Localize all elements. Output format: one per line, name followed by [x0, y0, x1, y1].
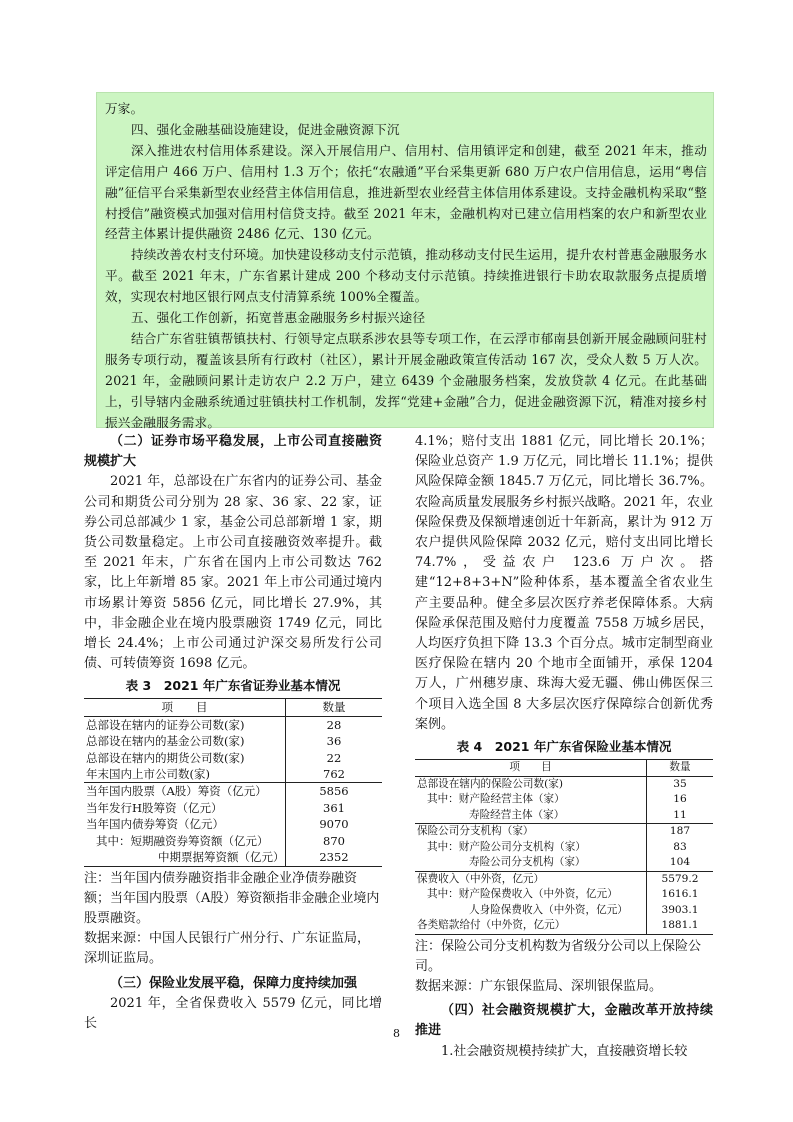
- section-4-heading: 四、强化金融基础设施建设，促进金融资源下沉: [131, 121, 400, 137]
- table-row: [415, 887, 713, 903]
- table4-note: 注：保险公司分支机构数为省级分公司以上保险公司。: [415, 938, 702, 974]
- page-number: 8: [393, 1027, 400, 1040]
- section-5-heading: 五、强化工作创新，拓宽普惠金融服务乡村振兴途径: [131, 310, 426, 326]
- table-row: [84, 716, 382, 733]
- table3-source: 数据来源：中国人民银行广州分行、广东证监局，深圳证监局。: [84, 931, 371, 967]
- row-label: 当年国内债券筹资（亿元）: [84, 816, 286, 832]
- insurance-para-start: 2021 年，全省保费收入 5579 亿元，同比增长: [84, 995, 382, 1031]
- table-row: [415, 840, 713, 856]
- right-column: [415, 432, 713, 1062]
- highlight-para-innovation: 结合广东省驻镇帮镇扶村、行领导定点联系涉农县等专项工作，在云浮市郁南县创新开展金融顾问驻村服务专项行动，覆盖该县所有行政村（社区），累计开展金融政策宣传活动 167 次，受众人数 5 万人次。2021 年，金融顾问累计走访农户 2.2 万户，建立 6439 个金融服务档案，发放贷款 4 亿元。在此基础上，引导辖内金融系统通过驻镇扶村工作机制，发挥“党建+金融”合力，促进金融资源下沉，精准对接乡村振兴金融服务需求。: [105, 330, 707, 430]
- left-column: [84, 432, 382, 1034]
- table3-caption: 表 3 2021 年广东省证券业基本情况: [125, 678, 341, 694]
- row-label: 当年发行H股筹资（亿元）: [84, 800, 286, 816]
- row-value: 22: [326, 750, 342, 765]
- row-value: 1881.1: [647, 918, 714, 934]
- row-label: 寿险公司分支机构（家）: [415, 855, 647, 871]
- table-row: [415, 903, 713, 919]
- row-label: 中期票据筹资额（亿元）: [84, 849, 286, 866]
- table4-header-item: 项 目: [415, 760, 647, 777]
- row-value: 3903.1: [661, 903, 699, 916]
- table3-note: 注：当年国内债券融资指非金融企业净债券融资额；当年国内股票（A股）筹资额指非金融企业境内股票融资。: [84, 870, 380, 926]
- table3-header-value: 数量: [286, 699, 383, 716]
- table-row: [84, 833, 382, 849]
- insurance-para-cont: 4.1%；赔付支出 1881 亿元，同比增长 20.1%；保险业总资产 1.9 万亿元，同比增长 11.1%；提供风险保障金额 1845.7 万亿元，同比增长 36.7%。农险高质量发展服务乡村振兴战略。2021 年，农业保险保费及保额增速创近十年新高，累计为 912 万农户提供风险保障 2032 亿元，赔付支出同比增长 74.7%，受益农户 123.6 万户次。搭建“12+8+3+N”险种体系，基本覆盖全省农业生产主要品种。健全多层次医疗养老保障体系。大病保险承保范围及赔付力度覆盖 7558 万城乡居民，人均医疗负担下降 13.3 个百分点。城市定制型商业医疗保险在辖内 20 个地市全面铺开，承保 1204 万人，广州穗岁康、珠海大爱无疆、佛山佛医保三个项目入选全国 8 大多层次医疗保障综合创新优秀案例。: [415, 434, 713, 732]
- row-label: 其中：财产险保费收入（中外资，亿元）: [415, 887, 647, 903]
- social-financing-heading: （四）社会融资规模扩大，金融改革开放持续推进: [415, 1003, 713, 1039]
- table-row: [84, 800, 382, 816]
- securities-heading: （二）证券市场平稳发展，上市公司直接融资规模扩大: [84, 434, 382, 470]
- insurance-table: [415, 759, 713, 935]
- row-label: 其中：短期融资券筹资额（亿元）: [84, 833, 286, 849]
- securities-para: 2021 年，总部设在广东省内的证券公司、基金公司和期货公司分别为 28 家、36 家、22 家，证券公司总部减少 1 家，基金公司总部新增 1 家，期货公司数量稳定。上市公司直接融资效率提升。截至 2021 年末，广东省在国内上市公司数达 762 家，比上年新增 85 家。2021 年上市公司通过境内市场累计筹资 5856 亿元，同比增长 27.9%，其中，非金融企业在境内股票融资 1749 亿元，同比增长 24.4%；上市公司通过沪深交易所发行公司债、可转债筹资 1698 亿元。: [84, 474, 382, 672]
- row-label: 保险公司分支机构（家）: [415, 824, 647, 840]
- row-label: 保费收入（中外资，亿元）: [415, 871, 647, 887]
- insurance-heading: （三）保险业发展平稳，保障力度持续加强: [110, 975, 358, 991]
- row-label: 总部设在辖内的期货公司数(家): [84, 750, 286, 766]
- row-value: 35: [673, 777, 687, 790]
- row-label: 各类赔款给付（中外资，亿元）: [415, 918, 647, 934]
- table4-header-value: 数量: [647, 760, 714, 777]
- row-label: 人身险保费收入（中外资，亿元）: [415, 903, 647, 919]
- row-label: 寿险经营主体（家）: [415, 808, 647, 824]
- table-row: [415, 776, 713, 792]
- table4-caption: 表 4 2021 年广东省保险业基本情况: [456, 739, 672, 755]
- row-value: 5856: [286, 783, 383, 800]
- table-row: [84, 766, 382, 783]
- table-row: [84, 849, 382, 866]
- highlight-para-payment: 持续改善农村支付环境。加快建设移动支付示范镇，推动移动支付民生运用，提升农村普惠金融服务水平。截至 2021 年末，广东省累计建成 200 个移动支付示范镇。持续推进银行卡助农取款服务点提质增效，实现农村地区银行网点支付清算系统 100%全覆盖。: [105, 247, 707, 305]
- row-value: 1616.1: [661, 888, 699, 901]
- table-row: [84, 733, 382, 749]
- table-row: [415, 792, 713, 808]
- social-financing-para-start: 1.社会融资规模持续扩大，直接融资增长较: [441, 1043, 688, 1059]
- row-value: 36: [326, 734, 342, 749]
- table-row: [84, 816, 382, 832]
- row-value: 104: [669, 856, 691, 869]
- table-row: [84, 750, 382, 766]
- row-label: 总部设在辖内的证券公司数(家): [84, 716, 286, 733]
- row-value: 762: [323, 767, 345, 782]
- row-label: 其中：财产险经营主体（家）: [415, 792, 647, 808]
- highlight-box: [96, 92, 714, 428]
- row-value: 2352: [286, 849, 383, 866]
- row-value: 187: [647, 824, 714, 840]
- row-label: 当年国内股票（A股）筹资（亿元）: [84, 783, 286, 800]
- table-row: [415, 824, 713, 840]
- row-label: 其中：财产险公司分支机构（家）: [415, 840, 647, 856]
- row-label: 总部设在辖内的基金公司数(家): [84, 733, 286, 749]
- row-value: 361: [323, 800, 345, 815]
- table-row: [84, 783, 382, 800]
- row-value: 83: [673, 840, 687, 853]
- table-row: [415, 855, 713, 871]
- row-value: 16: [673, 793, 687, 806]
- row-value: 870: [323, 833, 345, 848]
- row-value: 5579.2: [647, 871, 714, 887]
- row-value: 28: [326, 717, 342, 732]
- table4-source: 数据来源：广东银保监局、深圳银保监局。: [415, 978, 663, 994]
- row-label: 年末国内上市公司数(家): [84, 766, 286, 783]
- table-row: [415, 871, 713, 887]
- highlight-para-credit: 深入推进农村信用体系建设。深入开展信用户、信用村、信用镇评定和创建，截至 2021 年末，推动评定信用户 466 万户、信用村 1.3 万个；依托“农融通”平台采集更新 680 万户农户信用信息，运用“粤信融”征信平台采集新型农业经营主体信用信息，推进新型农业经营主体信用体系建设。支持金融机构采取“整村授信”融资模式加强对信用村信贷支持。截至 2021 年末，金融机构对已建立信用档案的农户和新型农业经营主体累计提供融资 2486 亿元、130 亿元。: [105, 142, 707, 242]
- table-row: [415, 808, 713, 824]
- table3-header-item: 项 目: [84, 699, 286, 716]
- row-value: 11: [673, 808, 687, 821]
- row-label: 总部设在辖内的保险公司数(家): [415, 776, 647, 792]
- highlight-para-0: 万家。: [105, 101, 144, 116]
- securities-table: [84, 698, 382, 866]
- table-row: [415, 918, 713, 934]
- row-value: 9070: [319, 817, 349, 832]
